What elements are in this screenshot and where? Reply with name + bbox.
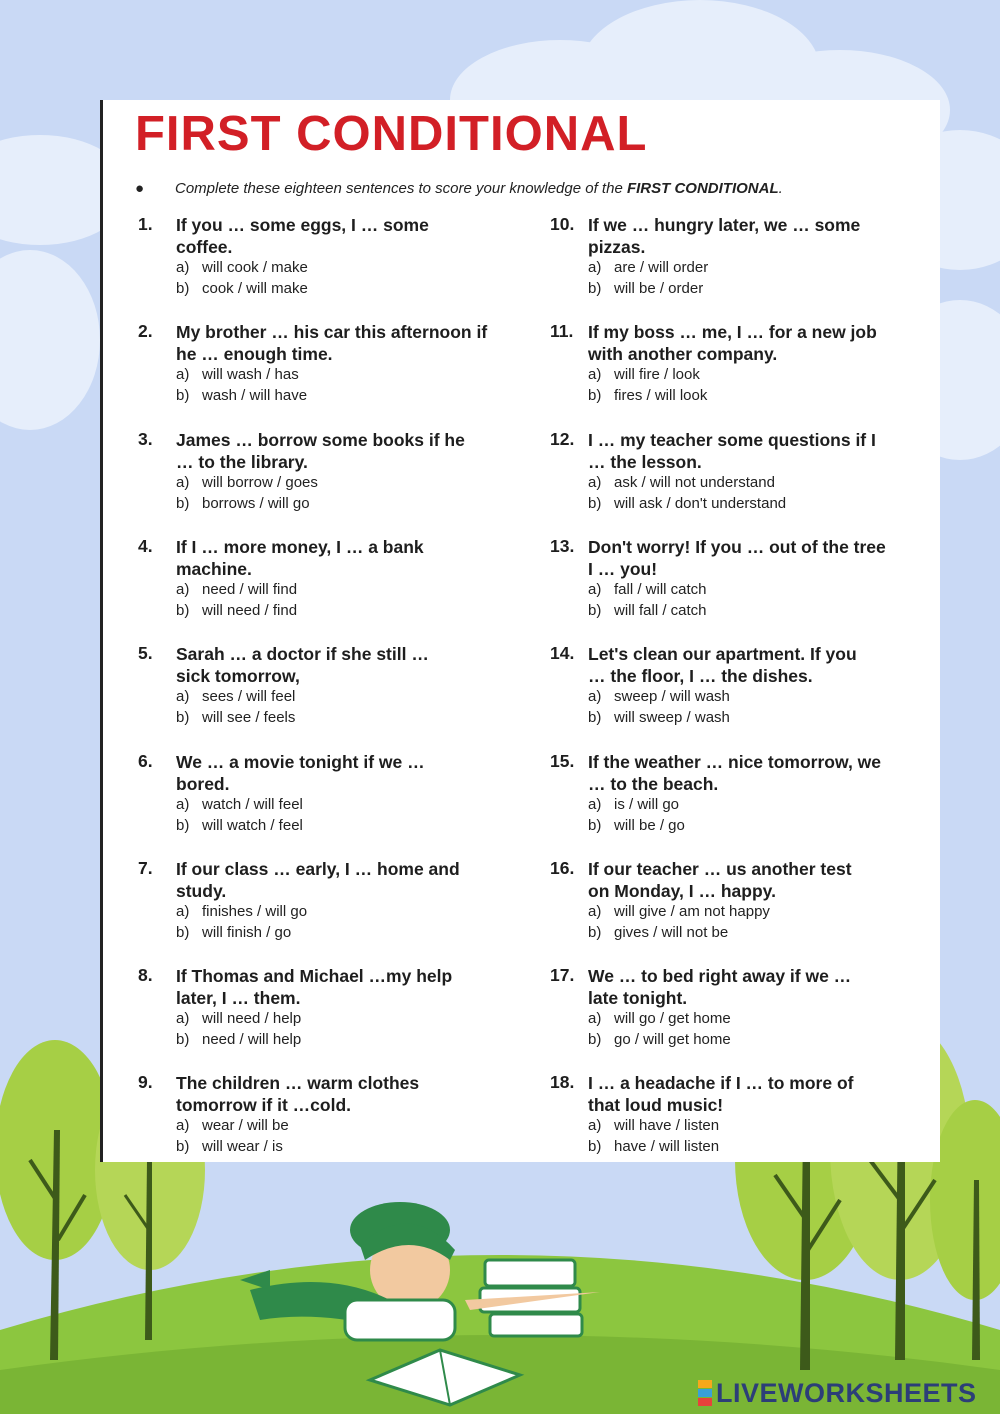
option-a[interactable] [588,1009,928,1029]
option-b[interactable] [176,708,516,728]
worksheet-title: FIRST CONDITIONAL [135,107,648,161]
option-b[interactable] [588,923,928,943]
question-stem [588,858,940,902]
option-a-label: a) [176,902,190,920]
option-a[interactable] [176,795,516,815]
option-a-label: a) [176,795,190,813]
option-a-text: sweep / will wash [614,688,730,706]
option-b-text: will see / feels [202,709,296,727]
option-b-label: b) [176,387,190,405]
question-stem [176,965,546,1009]
option-b[interactable] [588,816,928,836]
option-b-text: wash / will have [202,387,308,405]
question-number: 1. [138,214,153,234]
option-b[interactable] [176,923,516,943]
question-number: 5. [138,643,153,664]
option-b[interactable] [176,494,516,514]
question-line-2: with another company. [588,344,778,365]
question-number: 3. [138,428,153,449]
option-a[interactable] [588,687,928,707]
option-a-label: a) [588,1010,602,1028]
question-stem [176,536,546,580]
instruction-emphasis: FIRST CONDITIONAL [626,180,779,197]
question-line-2: sick tomorrow, [176,666,300,687]
option-b-label: b) [588,494,602,512]
question-line-1: The children … warm clothes [176,1073,420,1094]
option-a-text: will need / help [202,1010,302,1028]
option-b-label: b) [176,923,190,941]
question-line-1: If our class … early, I … home and [176,858,460,879]
question-stem [176,321,546,365]
option-b-text: will be / order [614,280,704,297]
option-b[interactable] [176,1030,516,1050]
option-b-label: b) [588,601,602,619]
question-stem [176,429,546,473]
option-a-label: a) [588,1117,602,1135]
question-number: 11. [550,321,574,342]
question-number: 13. [550,535,575,556]
question-number: 6. [138,750,153,771]
option-a-text: will borrow / goes [202,473,318,491]
option-b-label: b) [176,1031,190,1049]
option-b-label: b) [176,280,190,297]
option-a-label: a) [588,580,602,598]
option-b[interactable] [176,601,516,621]
question-number: 10. [550,214,575,234]
option-b[interactable] [588,601,928,621]
option-a-label: a) [588,688,602,706]
option-b-text: gives / will not be [614,923,729,941]
option-a-text: will give / am not happy [614,902,770,920]
question-stem [588,321,940,365]
option-a[interactable] [176,687,516,707]
question-line-2: study. [176,880,227,901]
option-a-label: a) [176,259,190,276]
option-a-label: a) [176,1117,190,1135]
option-b-label: b) [176,709,190,727]
question-stem [588,214,940,258]
option-a-text: will have / listen [614,1117,720,1135]
question-line-1: My brother … his car this afternoon if [176,322,488,343]
option-a[interactable] [588,795,928,815]
option-a[interactable] [176,1009,516,1029]
option-b-label: b) [588,1138,602,1156]
option-b[interactable] [176,1137,516,1157]
question-stem [176,858,546,902]
option-a-text: will go / get home [614,1010,731,1028]
option-b-text: will need / find [202,601,298,619]
option-a-text: watch / will feel [202,795,303,813]
question-line-1: We … a movie tonight if we … [176,751,425,772]
question-line-2: … to the beach. [588,773,719,794]
question-line-2: coffee. [176,237,233,257]
option-a-text: sees / will feel [202,688,296,706]
option-b[interactable] [588,279,928,299]
option-a-text: fall / will catch [614,580,707,598]
option-b-label: b) [176,816,190,834]
question-line-1: We … to bed right away if we … [588,966,852,987]
option-a-text: ask / will not understand [614,473,775,491]
question-number: 7. [138,857,153,878]
option-a-text: need / will find [202,580,298,598]
question-line-1: If you … some eggs, I … some [176,215,429,235]
option-b-text: will wear / is [202,1138,283,1156]
option-b[interactable] [588,708,928,728]
question-line-1: If I … more money, I … a bank [176,536,424,557]
option-a-label: a) [176,366,190,384]
question-line-2: bored. [176,773,230,794]
option-b-text: will sweep / wash [614,709,730,727]
option-a-label: a) [588,902,602,920]
option-b[interactable] [588,1030,928,1050]
option-b-text: will finish / go [202,923,292,941]
question-line-2: tomorrow if it …cold. [176,1095,351,1116]
option-b-text: fires / will look [614,387,708,405]
question-stem [588,751,940,795]
question-stem [176,1072,546,1116]
option-b-label: b) [176,494,190,512]
liveworksheets-logo-icon [698,1380,712,1406]
option-a-label: a) [588,795,602,813]
option-a-text: is / will go [614,795,680,813]
question-number: 4. [138,535,153,556]
question-stem [176,643,546,687]
option-b-label: b) [588,280,602,297]
option-a[interactable] [588,473,928,493]
question-number: 18. [550,1072,575,1093]
option-a[interactable] [176,1116,516,1136]
worksheet [100,100,940,1162]
option-a-label: a) [176,688,190,706]
question-stem [588,429,940,473]
question-number: 2. [138,321,153,342]
option-a-text: will fire / look [614,366,700,384]
option-a[interactable] [176,365,516,385]
option-a-label: a) [588,366,602,384]
question-stem [176,751,546,795]
option-a[interactable] [176,473,516,493]
question-line-1: Let's clean our apartment. If you [588,644,857,665]
option-b[interactable] [176,386,516,406]
option-b-label: b) [588,709,602,727]
option-b-label: b) [588,816,602,834]
question-line-1: If the weather … nice tomorrow, we [588,751,882,772]
question-number: 9. [138,1072,153,1093]
question-line-2: … the floor, I … the dishes. [588,666,813,687]
question-line-1: James … borrow some books if he [176,429,465,450]
option-b-text: will fall / catch [614,601,707,619]
option-b-text: will ask / don't understand [614,494,787,512]
option-a[interactable] [176,580,516,600]
question-line-2: pizzas. [588,237,646,257]
option-b-label: b) [176,1138,190,1156]
option-a-text: wear / will be [202,1117,289,1135]
option-b-text: will be / go [614,816,685,834]
option-a[interactable] [588,365,928,385]
question-line-1: Don't worry! If you … out of the tree [588,536,886,557]
question-number: 8. [138,965,153,986]
question-line-2: that loud music! [588,1095,724,1116]
option-b[interactable] [588,386,928,406]
option-b-text: have / will listen [614,1138,720,1156]
option-a-text: will cook / make [202,259,308,276]
instructions [135,180,935,197]
option-b[interactable] [588,494,928,514]
option-b-text: borrows / will go [202,494,310,512]
question-stem [588,536,940,580]
question-stem [176,214,546,258]
question-line-2: later, I … them. [176,988,301,1009]
option-b-label: b) [588,1031,602,1049]
option-a-label: a) [176,473,190,491]
option-a-label: a) [588,259,602,276]
question-line-1: I … my teacher some questions if I [588,429,876,450]
instruction-text: Complete these eighteen sentences to score your knowledge of the [175,180,627,197]
option-a-text: are / will order [614,259,709,276]
option-a-label: a) [176,1010,190,1028]
question-number: 14. [550,643,575,664]
question-stem [588,1072,940,1116]
option-b-text: go / will get home [614,1031,731,1049]
question-number: 15. [550,750,575,771]
question-number: 17. [550,965,575,986]
question-number: 16. [550,857,575,878]
option-b-text: will watch / feel [202,816,303,834]
question-line-2: machine. [176,558,252,579]
option-a[interactable] [588,1116,928,1136]
question-stem [588,965,940,1009]
option-b-text: need / will help [202,1031,302,1049]
question-line-1: If we … hungry later, we … some [588,215,861,235]
question-line-1: I … a headache if I … to more of [588,1073,854,1094]
instruction-end: . [778,180,783,197]
question-line-2: he … enough time. [176,344,333,365]
option-a-label: a) [176,580,190,598]
question-line-1: Sarah … a doctor if she still … [176,644,429,665]
option-b-label: b) [176,601,190,619]
option-b-text: cook / will make [202,280,308,297]
option-b[interactable] [176,279,516,299]
option-a[interactable] [176,258,516,278]
question-line-2: on Monday, I … happy. [588,880,776,901]
option-b-label: b) [588,923,602,941]
question-line-2: … the lesson. [588,451,702,472]
option-a[interactable] [588,258,928,278]
question-number: 12. [550,428,575,449]
option-b-label: b) [588,387,602,405]
option-a[interactable] [588,580,928,600]
bullet-icon: ● [135,180,145,197]
question-stem [588,643,940,687]
option-a[interactable] [176,902,516,922]
option-a-label: a) [588,473,602,491]
question-line-2: late tonight. [588,988,688,1009]
question-line-1: If Thomas and Michael …my help [176,966,453,987]
liveworksheets-logo: LIVEWORKSHEETS [716,1378,977,1408]
question-line-1: If my boss … me, I … for a new job [588,322,877,343]
question-line-2: … to the library. [176,451,308,472]
option-a[interactable] [588,902,928,922]
option-a-text: finishes / will go [202,902,308,920]
option-b[interactable] [588,1137,928,1157]
option-b[interactable] [176,816,516,836]
question-line-2: I … you! [588,558,658,579]
option-a-text: will wash / has [202,366,299,384]
question-line-1: If our teacher … us another test [588,858,852,879]
